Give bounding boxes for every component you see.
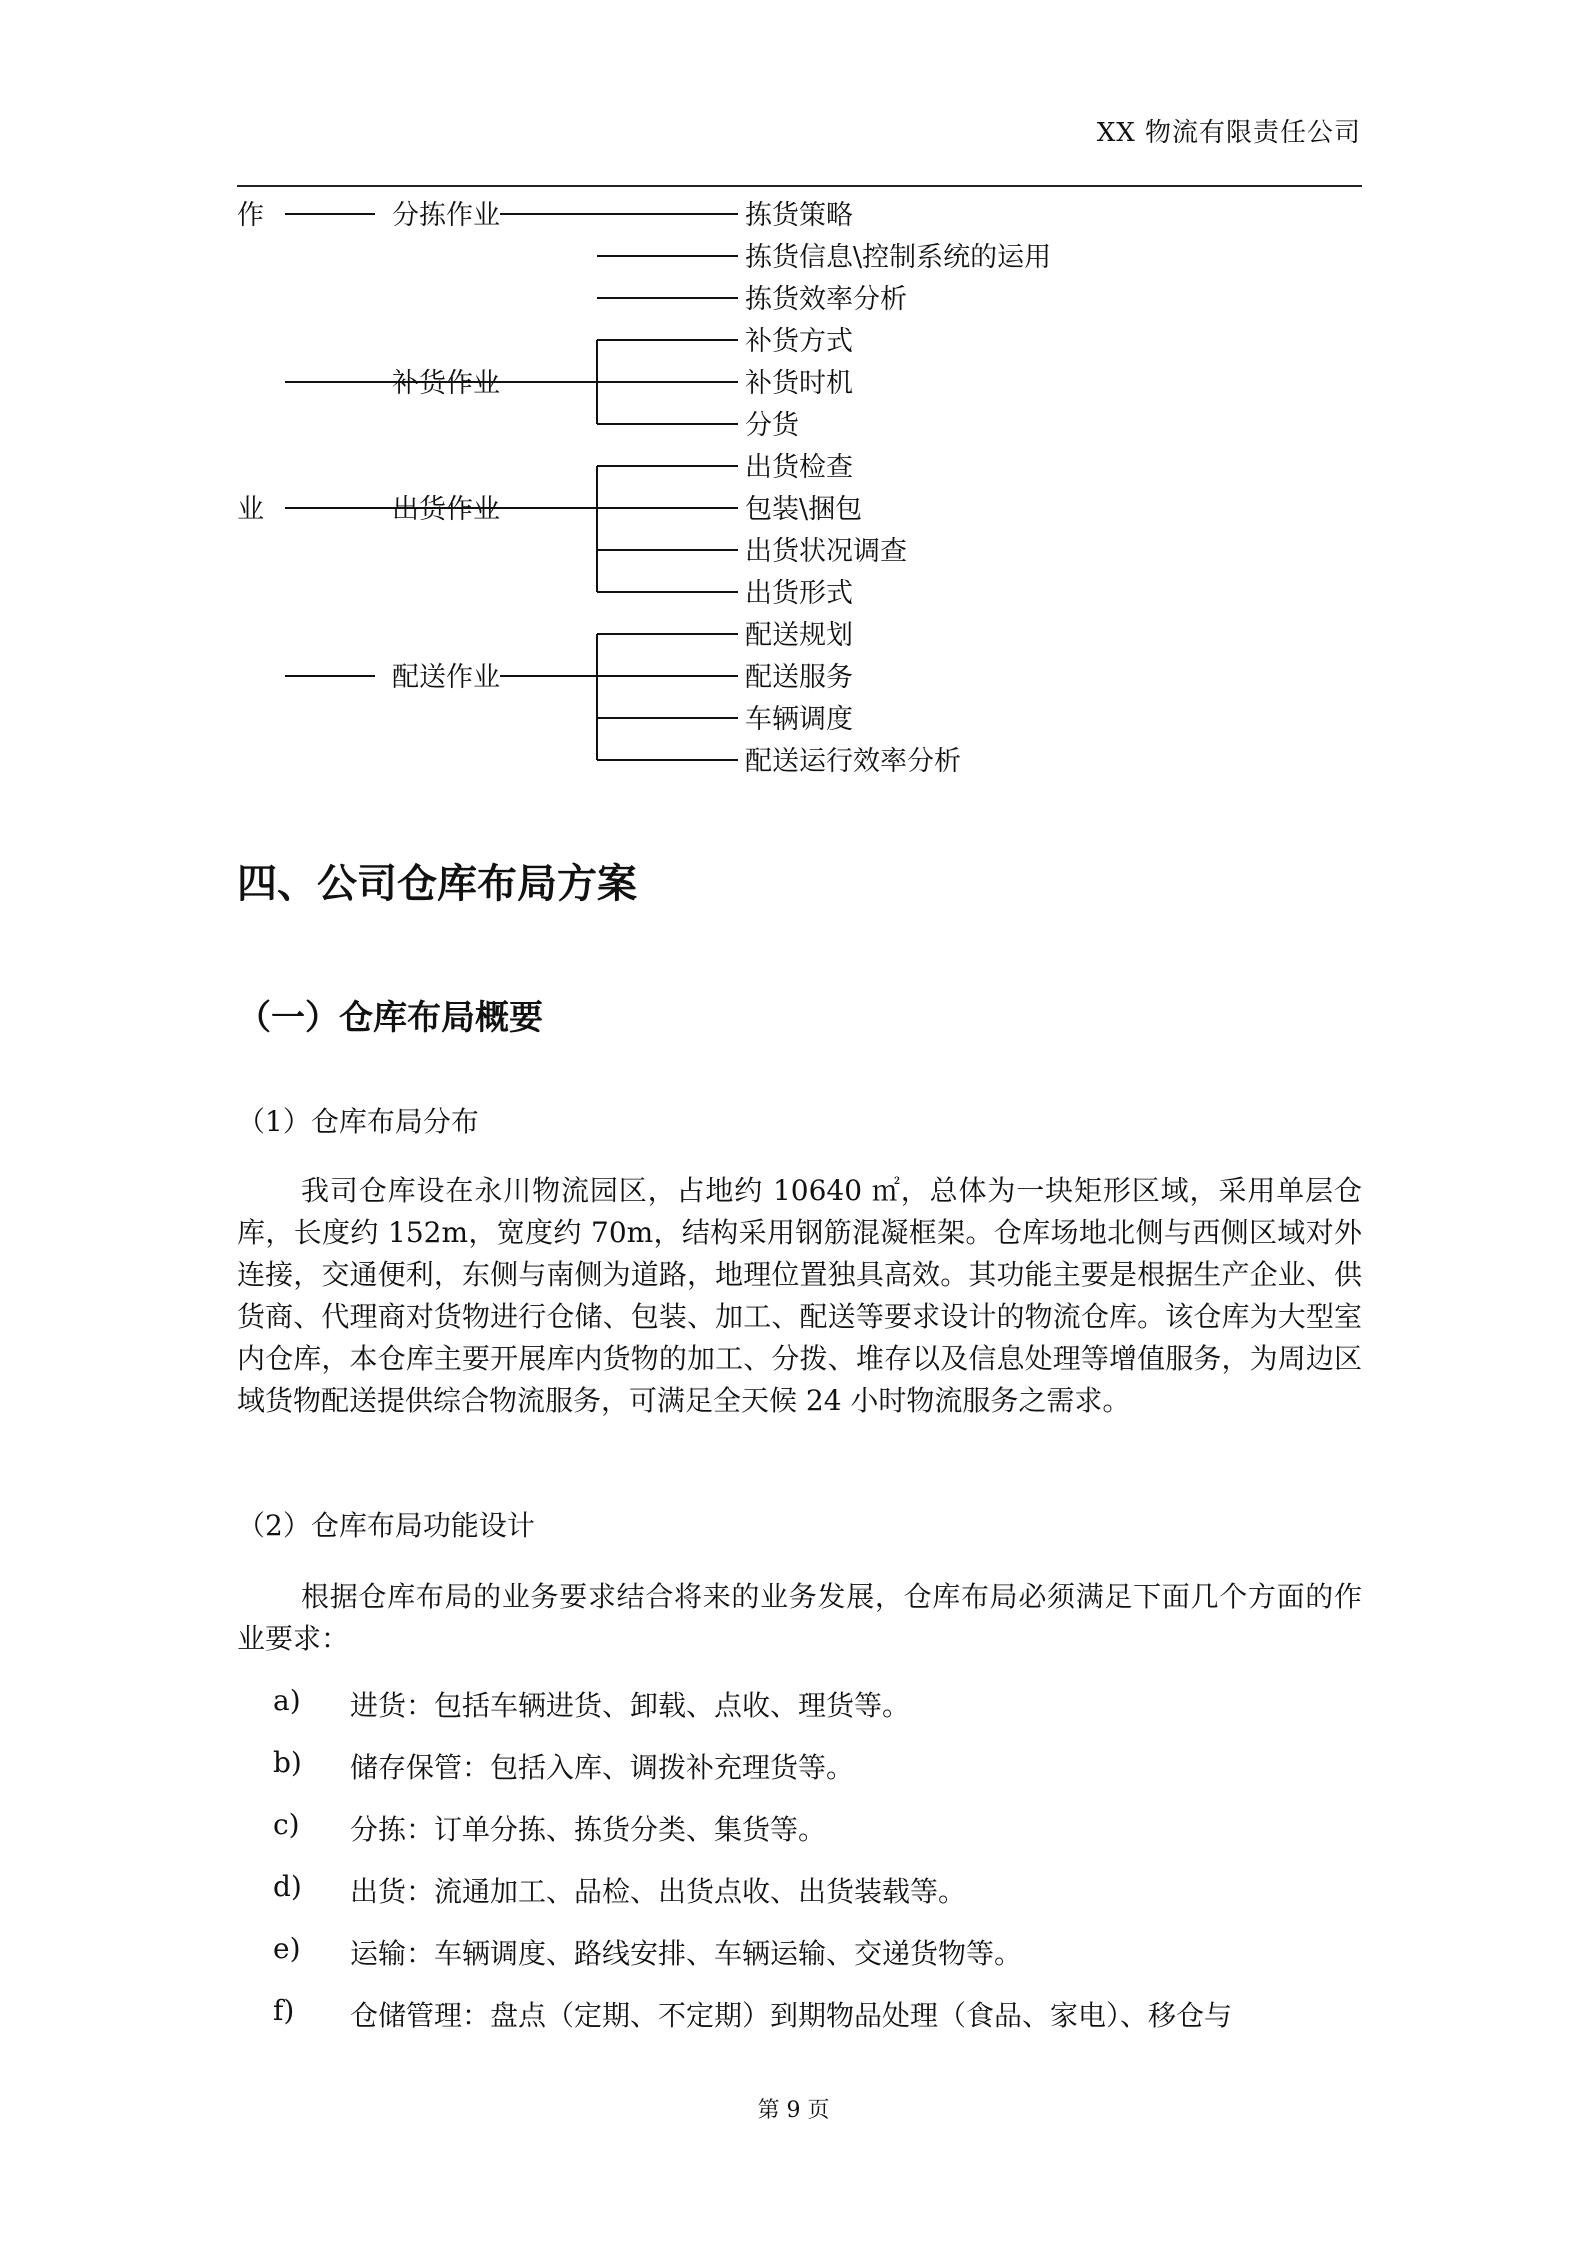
tree-connectors [285, 214, 738, 760]
list-item-marker: f) [273, 1994, 295, 2027]
part2-body: 根据仓库布局的业务要求结合将来的业务发展，仓库布局必须满足下面几个方面的作业要求： [237, 1580, 1362, 1655]
list-item-marker: b) [273, 1746, 302, 1779]
tree-item: 配送服务 [745, 662, 853, 693]
list-item-marker: a) [273, 1684, 301, 1717]
list-item: 分拣：订单分拣、拣货分类、集货等。 [350, 1813, 827, 1846]
tree-root-fragment-top: 作 [237, 200, 264, 231]
section-title: 四、公司仓库布局方案 [237, 861, 637, 907]
tree-group-delivery: 配送作业 [392, 662, 500, 693]
tree-group-replenishment: 补货作业 [392, 368, 500, 399]
list-item: 进货：包括车辆进货、卸载、点收、理货等。 [350, 1689, 911, 1722]
list-item-marker: e) [273, 1932, 301, 1965]
part2-paragraph [237, 1576, 1362, 1660]
tree-item: 拣货效率分析 [745, 284, 907, 315]
part1-body: 我司仓库设在永川物流园区，占地约 10640 ㎡，总体为一块矩形区域，采用单层仓库，长度约 152m，宽度约 70m，结构采用钢筋混凝框架。仓库场地北侧与西侧区域对外连接，交通便利，东侧与南侧为道路，地理位置独具高效。其功能主要是根据生产企业、供货商、代理商对货物进行仓储、包装、加工、配送等要求设计的物流仓库。该仓库为大型室内仓库，本仓库主要开展库内货物的加工、分拨、堆存以及信息处理等增值服务，为周边区域货物配送提供综合物流服务，可满足全天候 24 小时物流服务之需求。 [237, 1174, 1362, 1417]
part1-heading: （1）仓库布局分布 [237, 1105, 479, 1138]
tree-item: 配送运行效率分析 [745, 746, 961, 777]
list-item-marker: c) [273, 1808, 300, 1841]
tree-root-fragment-bottom: 业 [237, 494, 264, 525]
operations-tree-diagram [0, 0, 1587, 800]
tree-item: 补货方式 [745, 326, 853, 357]
list-item: 运输：车辆调度、路线安排、车辆运输、交递货物等。 [350, 1937, 1023, 1970]
tree-item: 配送规划 [745, 620, 853, 651]
list-item: 储存保管：包括入库、调拨补充理货等。 [350, 1751, 855, 1784]
subsection-title: （一）仓库布局概要 [237, 998, 543, 1038]
page-number: 第 9 页 [757, 2098, 830, 2123]
tree-item: 补货时机 [745, 368, 853, 399]
part2-heading: （2）仓库布局功能设计 [237, 1509, 535, 1542]
tree-item: 拣货策略 [745, 200, 853, 231]
tree-item: 出货状况调查 [745, 536, 907, 567]
tree-item: 车辆调度 [745, 704, 853, 735]
list-item: 出货：流通加工、品检、出货点收、出货装载等。 [350, 1875, 967, 1908]
part1-paragraph [237, 1170, 1362, 1422]
tree-item: 出货检查 [745, 452, 853, 483]
tree-item: 出货形式 [745, 578, 853, 609]
list-item-marker: d) [273, 1870, 302, 1903]
tree-item: 拣货信息\控制系统的运用 [745, 242, 1052, 273]
tree-group-shipping: 出货作业 [392, 494, 500, 525]
list-item: 仓储管理：盘点（定期、不定期）到期物品处理（食品、家电）、移仓与 [350, 1999, 1233, 2032]
tree-item: 分货 [745, 410, 799, 441]
tree-item: 包装\捆包 [745, 494, 863, 525]
header-company: XX 物流有限责任公司 [1096, 118, 1361, 148]
tree-group-sorting: 分拣作业 [392, 200, 500, 231]
